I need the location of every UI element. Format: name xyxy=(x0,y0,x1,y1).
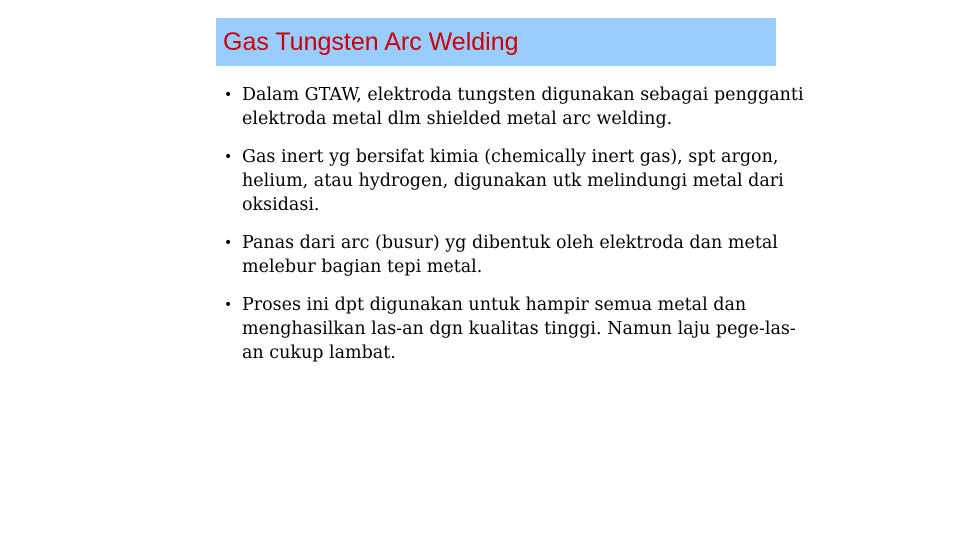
bullet-item xyxy=(222,83,812,131)
bullet-text: Proses ini dpt digunakan untuk hampir semua metal dan menghasilkan las-an dgn kualitas tinggi. Namun laju pege-las-an cukup lambat. xyxy=(242,295,796,363)
bullet-item xyxy=(222,145,812,217)
title-bar xyxy=(216,18,776,66)
bullet-dot-icon: • xyxy=(224,87,233,103)
bullet-dot-icon: • xyxy=(224,235,233,251)
bullet-item xyxy=(222,231,812,279)
bullet-text: Panas dari arc (busur) yg dibentuk oleh elektroda dan metal melebur bagian tepi metal. xyxy=(242,233,778,277)
bullet-list xyxy=(222,83,812,379)
bullet-text: Dalam GTAW, elektroda tungsten digunakan sebagai pengganti elektroda metal dlm shielded metal arc welding. xyxy=(242,85,804,129)
bullet-item xyxy=(222,293,812,365)
bullet-text: Gas inert yg bersifat kimia (chemically inert gas), spt argon, helium, atau hydrogen, digunakan utk melindungi metal dari oksidasi. xyxy=(242,147,784,215)
bullet-dot-icon: • xyxy=(224,149,233,165)
bullet-dot-icon: • xyxy=(224,297,233,313)
slide-title: Gas Tungsten Arc Welding xyxy=(223,27,519,56)
